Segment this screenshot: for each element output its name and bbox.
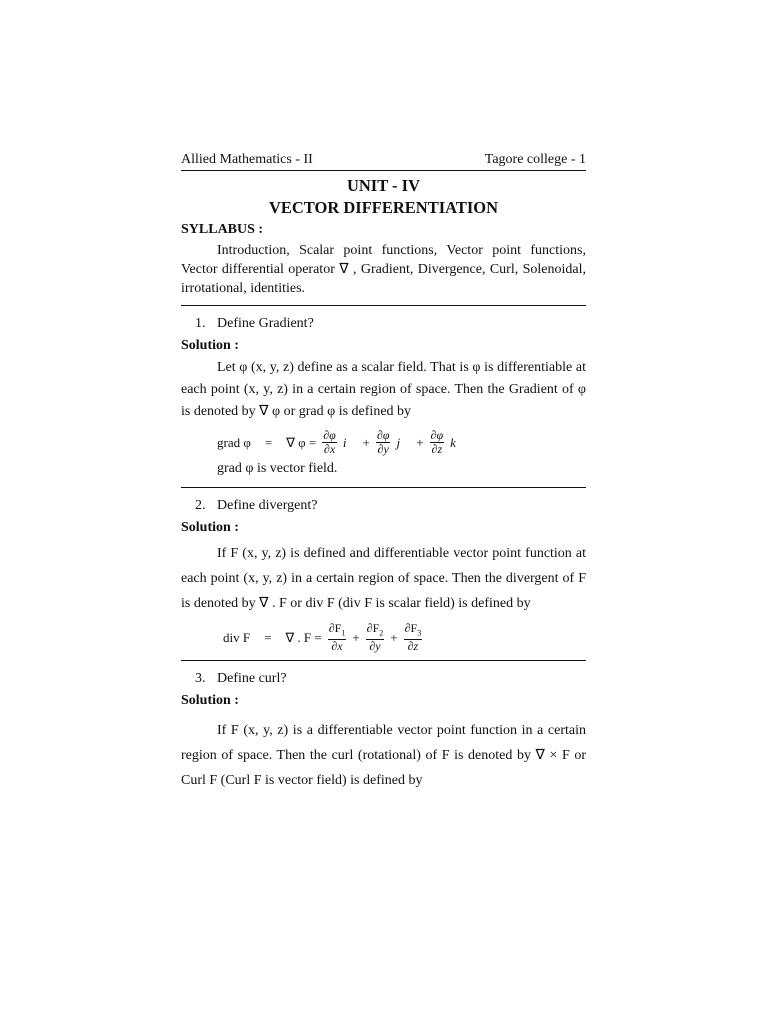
document-page: [181, 150, 586, 793]
divider: [181, 487, 586, 488]
syllabus-text: Introduction, Scalar point functions, Vector point functions, Vector differential operator ∇ , Gradient, Divergence, Curl, Solenoidal, irrotational, identities.: [181, 243, 586, 296]
solution-label-3: Solution :: [181, 693, 239, 709]
solution-text-1: Let φ (x, y, z) define as a scalar field. That is φ is differentiable at each point (x, y, z) in a certain region of space. Then the Gradient of φ is denoted by ∇ φ or grad φ is defined by: [181, 360, 586, 419]
question-3: 3. Define curl?: [195, 671, 287, 687]
header-left: Allied Mathematics - II: [181, 152, 313, 167]
gradient-equation: grad φ = ∇ φ = $\frac{\partial\varphi}{\partial x}$ i⃗ + $\frac{\partial\varphi}{\partial y}$ j⃗ + $\frac{\partial\varphi}{\partial z}$ k⃗: [217, 428, 467, 456]
divider: [181, 660, 586, 661]
solution-label-2: Solution :: [181, 520, 239, 535]
question-2: 2. Define divergent?: [195, 498, 318, 513]
solution-text-3: If F (x, y, z) is a differentiable vector point function in a certain region of space. Then the curl (rotational) of F is denoted by ∇ × F or Curl F (Curl F is vector field) is defined by: [181, 723, 586, 789]
unit-title: UNIT - IV: [346, 176, 421, 195]
question-1: 1. Define Gradient?: [195, 316, 314, 331]
chapter-title: VECTOR DIFFERENTIATION: [268, 198, 499, 217]
divider: [181, 305, 586, 306]
gradient-note: grad φ is vector field.: [217, 461, 338, 476]
syllabus-label: SYLLABUS :: [181, 222, 264, 237]
solution-text-2: If F (x, y, z) is defined and differentiable vector point function at each point (x, y, z) in a certain region of space. Then the divergent of F is denoted by ∇ . F or div F (div F is scalar field) is defined by: [181, 546, 586, 611]
header-right: Tagore college - 1: [484, 152, 586, 167]
solution-label-1: Solution :: [181, 338, 239, 353]
divergence-equation: div F = ∇ . F = $\frac{\partial F_1}{\partial x}$ + $\frac{\partial F_2}{\partial y}$ + $\frac{\partial F_3}{\partial z}$: [223, 621, 422, 654]
running-header: [181, 150, 586, 171]
